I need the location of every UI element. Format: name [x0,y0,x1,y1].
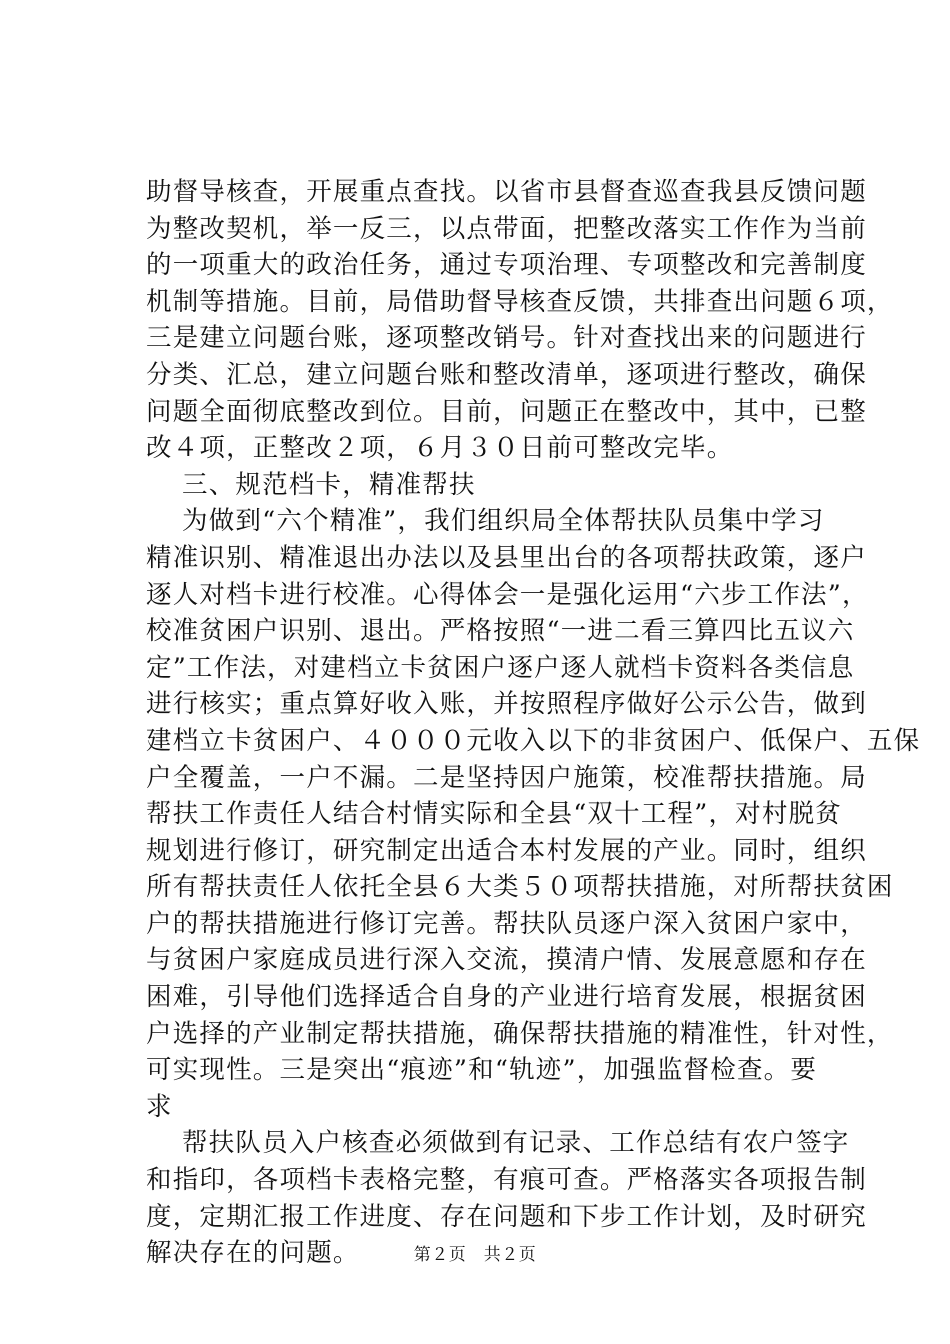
text-line: 建档立卡贫困户、４０００元收入以下的非贫困户、低保户、五保 [146,725,921,756]
text-line: 三、规范档卡，精准帮扶 [182,469,476,500]
text-line: 精准识别、精准退出办法以及县里出台的各项帮扶政策，逐户 [146,542,867,573]
document-body [146,174,921,1272]
text-line: 校准贫困户识别、退出。严格按照“一进二看三算四比五议六 [146,616,855,647]
text-line: 逐人对档卡进行校准。心得体会一是强化运用“六步工作法”， [146,579,869,610]
text-line: 可实现性。三是突出“痕迹”和“轨迹”，加强监督检查。要 [146,1055,818,1086]
text-line: 改４项，正整改２项，６月３０日前可整改完毕。 [146,433,734,464]
text-line: 度，定期汇报工作进度、存在问题和下步工作计划，及时研究 [146,1201,867,1232]
text-line: 困难，引导他们选择适合自身的产业进行培育发展，根据贫困 [146,982,867,1013]
text-line: 的一项重大的政治任务，通过专项治理、专项整改和完善制度 [146,250,867,281]
text-line: 解决存在的问题。 [146,1238,360,1269]
text-line: 帮扶工作责任人结合村情实际和全县“双十工程”，对村脱贫 [146,799,842,830]
text-line: 问题全面彻底整改到位。目前，问题正在整改中，其中，已整 [146,396,867,427]
text-line: 规划进行修订，研究制定出适合本村发展的产业。同时，组织 [146,835,867,866]
text-line: 为整改契机，举一反三，以点带面，把整改落实工作作为当前 [146,213,867,244]
text-line: 户选择的产业制定帮扶措施，确保帮扶措施的精准性，针对性， [146,1018,894,1049]
text-line: 求 [146,1091,173,1122]
text-line: 户全覆盖，一户不漏。二是坚持因户施策，校准帮扶措施。局 [146,762,867,793]
text-line: 为做到“六个精准”，我们组织局全体帮扶队员集中学习 [182,506,825,537]
text-line: 和指印，各项档卡表格完整，有痕可查。严格落实各项报告制 [146,1165,867,1196]
text-line: 分类、汇总，建立问题台账和整改清单，逐项进行整改，确保 [146,359,867,390]
page-footer: 第２页 共２页 [413,1245,537,1265]
text-line: 定”工作法，对建档立卡贫困户逐户逐人就档卡资料各类信息 [146,652,855,683]
text-line: 所有帮扶责任人依托全县６大类５０项帮扶措施，对所帮扶贫困 [146,872,894,903]
text-line: 帮扶队员入户核查必须做到有记录、工作总结有农户签字 [182,1128,850,1159]
text-line: 三是建立问题台账，逐项整改销号。针对查找出来的问题进行 [146,323,867,354]
text-line: 户的帮扶措施进行修订完善。帮扶队员逐户深入贫困户家中， [146,908,867,939]
text-line: 助督导核查，开展重点查找。以省市县督查巡查我县反馈问题 [146,177,867,207]
text-line: 进行核实；重点算好收入账，并按照程序做好公示公告，做到 [146,689,867,720]
text-line: 机制等措施。目前，局借助督导核查反馈，共排查出问题６项， [146,286,894,317]
text-line: 与贫困户家庭成员进行深入交流，摸清户情、发展意愿和存在 [146,945,867,976]
